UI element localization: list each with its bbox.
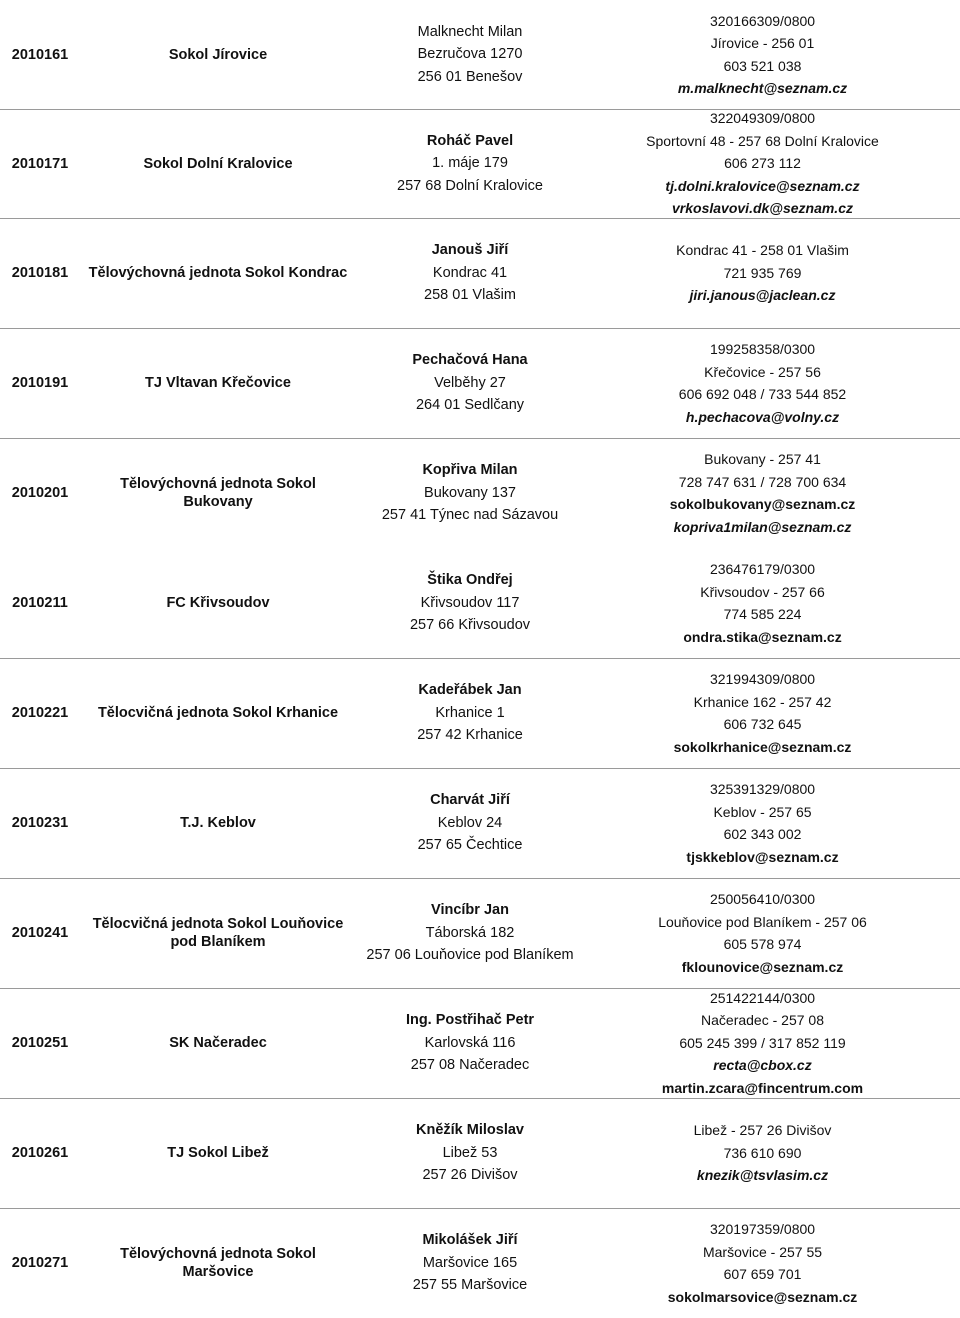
club-id: 2010191 (11, 375, 69, 391)
info-line: 251422144/0300 (709, 989, 816, 1006)
directory-row (0, 548, 960, 658)
club-name-line: Sokol Dolní Kralovice (143, 155, 293, 172)
club-info-cell (600, 438, 925, 548)
email-address[interactable]: sokolkrhanice@seznam.cz (673, 738, 852, 755)
contact-address-line: 257 06 Louňovice pod Blaníkem (366, 947, 574, 964)
contact-person-cell (355, 1208, 585, 1318)
email-address[interactable]: knezik@tsvlasim.cz (696, 1167, 829, 1184)
club-id: 2010171 (11, 155, 69, 172)
club-id: 2010241 (11, 925, 69, 941)
club-name-line: Tělovýchovná jednota Sokol (120, 476, 316, 492)
club-id-cell (0, 218, 80, 328)
info-line: Kondrac 41 - 258 01 Vlašim (676, 242, 849, 259)
directory-row (0, 878, 960, 988)
club-name-line: Tělovýchovná jednota Sokol (120, 1246, 316, 1262)
club-name-line: Tělocvičná jednota Sokol Krhanice (97, 705, 339, 721)
directory-row (0, 1098, 960, 1208)
contact-person-cell (355, 438, 585, 548)
info-line: 607 659 701 (723, 1266, 802, 1282)
contact-address-line: Keblov 24 (437, 814, 503, 831)
club-id-cell (0, 658, 80, 768)
club-id: 2010251 (11, 1035, 69, 1051)
contact-address-line: 257 08 Načeradec (410, 1057, 530, 1074)
club-info-cell (600, 878, 925, 988)
contact-address-line: 257 26 Divišov (422, 1167, 518, 1184)
info-line: Křivsoudov - 257 66 (700, 583, 825, 600)
info-line: 606 692 048 / 733 544 852 (678, 386, 847, 402)
club-id: 2010161 (11, 46, 69, 63)
info-line: 605 578 974 (723, 936, 802, 952)
club-name-line: pod Blaníkem (170, 934, 266, 950)
info-line: 605 245 399 / 317 852 119 (679, 1034, 846, 1051)
info-line: Libež - 257 26 Divišov (693, 1122, 832, 1139)
contact-address-line: Táborská 182 (425, 924, 515, 941)
club-name-cell (78, 218, 358, 328)
directory-row (0, 218, 960, 328)
contact-person-cell (355, 768, 585, 878)
info-line: 325391329/0800 (709, 781, 816, 797)
directory-row (0, 768, 960, 878)
club-name-cell (78, 548, 358, 658)
club-name-cell (78, 0, 358, 109)
club-name-cell (78, 658, 358, 768)
contact-address-line: 257 66 Křivsoudov (409, 617, 531, 634)
contact-person-cell (355, 0, 585, 109)
info-line: 236476179/0300 (709, 561, 816, 577)
directory-row (0, 988, 960, 1098)
email-address[interactable]: kopriva1milan@seznam.cz (673, 518, 852, 535)
info-line: 721 935 769 (723, 264, 802, 281)
club-name-line: FC Křivsoudov (166, 595, 270, 611)
club-name-line: SK Načeradec (169, 1035, 267, 1051)
contact-name: Malknecht Milan (417, 23, 523, 40)
club-name-line: Sokol Jírovice (168, 46, 268, 63)
directory-row (0, 658, 960, 768)
directory-row (0, 109, 960, 218)
contact-address-line: 257 68 Dolní Kralovice (397, 177, 543, 194)
info-line: 250056410/0300 (709, 891, 816, 907)
contact-name: Kopřiva Milan (422, 462, 518, 479)
email-address[interactable]: fklounovice@seznam.cz (681, 958, 844, 975)
email-address[interactable]: jiri.janous@jaclean.cz (689, 287, 836, 304)
contact-name: Pechačová Hana (412, 352, 528, 369)
contact-address-line: 258 01 Vlašim (424, 287, 516, 304)
info-line: 199258358/0300 (709, 341, 816, 357)
club-id-cell (0, 878, 80, 988)
club-id-cell (0, 1098, 80, 1208)
info-line: Sportovní 48 - 257 68 Dolní Kralovice (646, 132, 879, 149)
directory-row (0, 0, 960, 109)
info-line: 774 585 224 (723, 606, 802, 622)
contact-address-line: 256 01 Benešov (417, 68, 523, 85)
info-line: 321994309/0800 (709, 671, 816, 687)
info-line: 320166309/0800 (709, 12, 816, 29)
club-name-cell (78, 438, 358, 548)
club-id-cell (0, 109, 80, 218)
contact-address-line: Křivsoudov 117 (420, 594, 520, 611)
contact-name: Vincíbr Jan (431, 902, 509, 919)
contact-address-line: 1. máje 179 (432, 155, 508, 172)
club-info-cell (600, 988, 925, 1098)
club-info-cell (600, 328, 925, 438)
contact-name: Ing. Postřihač Petr (405, 1012, 535, 1029)
contact-name: Roháč Pavel (426, 132, 514, 149)
info-line: 320197359/0800 (709, 1221, 816, 1237)
club-id-cell (0, 768, 80, 878)
email-address[interactable]: martin.zcara@fincentrum.com (661, 1079, 864, 1096)
club-id: 2010221 (11, 705, 69, 721)
info-line: 728 747 631 / 728 700 634 (678, 473, 847, 490)
email-address[interactable]: sokolmarsovice@seznam.cz (667, 1288, 858, 1305)
contact-address-line: Krhanice 1 (435, 704, 505, 721)
info-line: Jírovice - 256 01 (710, 35, 815, 51)
email-address[interactable]: tj.dolni.kralovice@seznam.cz (665, 177, 860, 194)
email-address[interactable]: recta@cbox.cz (713, 1057, 812, 1074)
info-line: 606 273 112 (724, 155, 801, 172)
email-address[interactable]: ondra.stika@seznam.cz (683, 628, 842, 645)
contact-address-line: Bezručova 1270 (417, 46, 523, 63)
contact-address-line: Kondrac 41 (432, 264, 508, 281)
club-id: 2010211 (12, 595, 68, 611)
contact-address-line: 257 65 Čechtice (417, 837, 523, 854)
contact-person-cell (355, 1098, 585, 1208)
email-address[interactable]: h.pechacova@volny.cz (685, 408, 840, 425)
club-id: 2010181 (11, 265, 69, 281)
contact-name: Štika Ondřej (427, 572, 513, 589)
club-id-cell (0, 1208, 80, 1318)
info-line: Maršovice - 257 55 (702, 1243, 823, 1260)
contact-person-cell (355, 328, 585, 438)
club-name-cell (78, 878, 358, 988)
contact-address-line: 257 55 Maršovice (412, 1277, 528, 1294)
club-id-cell (0, 0, 80, 109)
contact-person-cell (355, 218, 585, 328)
club-name-line: TJ Vltavan Křečovice (145, 375, 291, 391)
contact-person-cell (355, 548, 585, 658)
club-id-cell (0, 438, 80, 548)
club-name-line: Tělovýchovná jednota Sokol Kondrac (88, 265, 348, 281)
club-id: 2010231 (11, 815, 69, 831)
contact-address-line: Maršovice 165 (422, 1254, 518, 1271)
info-line: 322049309/0800 (709, 110, 816, 127)
contact-address-line: 264 01 Sedlčany (415, 397, 525, 414)
info-line: 602 343 002 (723, 826, 802, 842)
club-id: 2010271 (11, 1255, 69, 1271)
directory-row (0, 1208, 960, 1318)
info-line: Bukovany - 257 41 (704, 451, 821, 467)
club-id: 2010201 (11, 485, 69, 501)
contact-address-line: 257 42 Krhanice (417, 727, 523, 744)
contact-address-line: Bukovany 137 (424, 484, 516, 501)
contact-name: Janouš Jiří (431, 242, 509, 259)
directory-row (0, 328, 960, 438)
club-info-cell (600, 109, 925, 218)
info-line: Keblov - 257 65 (713, 803, 812, 820)
contact-person-cell (355, 988, 585, 1098)
club-name-line: Bukovany (183, 494, 253, 510)
info-line: Načeradec - 257 08 (701, 1012, 824, 1029)
contact-person-cell (355, 658, 585, 768)
info-line: Krhanice 162 - 257 42 (693, 693, 832, 710)
email-address[interactable]: sokolbukovany@seznam.cz (669, 496, 856, 512)
info-line: Louňovice pod Blaníkem - 257 06 (658, 913, 867, 930)
contact-address-line: Velběhy 27 (434, 374, 506, 391)
email-address[interactable]: vrkoslavovi.dk@seznam.cz (672, 200, 853, 217)
directory-row (0, 438, 960, 548)
club-id-cell (0, 328, 80, 438)
contact-address-line: 257 41 Týnec nad Sázavou (381, 507, 559, 524)
club-name-cell (78, 1098, 358, 1208)
info-line: 603 521 038 (723, 57, 802, 74)
club-name-line: TJ Sokol Libež (167, 1145, 269, 1161)
info-line: Křečovice - 257 56 (704, 363, 821, 380)
club-info-cell (600, 218, 925, 328)
contact-address-line: Karlovská 116 (424, 1034, 516, 1051)
contact-person-cell (355, 878, 585, 988)
contact-name: Kadeřábek Jan (418, 682, 522, 699)
club-name-line: T.J. Keblov (180, 815, 256, 831)
club-name-cell (78, 768, 358, 878)
club-info-cell (600, 1098, 925, 1208)
contact-name: Charvát Jiří (430, 792, 510, 809)
club-id-cell (0, 988, 80, 1098)
club-name-cell (78, 328, 358, 438)
contact-name: Kněžík Miloslav (416, 1122, 524, 1139)
club-info-cell (600, 0, 925, 109)
info-line: 736 610 690 (723, 1144, 802, 1161)
club-info-cell (600, 548, 925, 658)
club-name-cell (78, 109, 358, 218)
info-line: 606 732 645 (723, 716, 802, 732)
contact-name: Mikolášek Jiří (422, 1232, 518, 1249)
club-info-cell (600, 658, 925, 768)
club-info-cell (600, 768, 925, 878)
club-name-line: Maršovice (182, 1264, 254, 1280)
club-id-cell (0, 548, 80, 658)
email-address[interactable]: m.malknecht@seznam.cz (677, 80, 848, 96)
club-id: 2010261 (11, 1145, 69, 1161)
club-name-line: Tělocvičná jednota Sokol Louňovice (92, 916, 344, 932)
club-info-cell (600, 1208, 925, 1318)
club-name-cell (78, 988, 358, 1098)
contact-address-line: Libež 53 (442, 1144, 498, 1161)
email-address[interactable]: tjskkeblov@seznam.cz (686, 848, 839, 865)
club-name-cell (78, 1208, 358, 1318)
contact-person-cell (355, 109, 585, 218)
